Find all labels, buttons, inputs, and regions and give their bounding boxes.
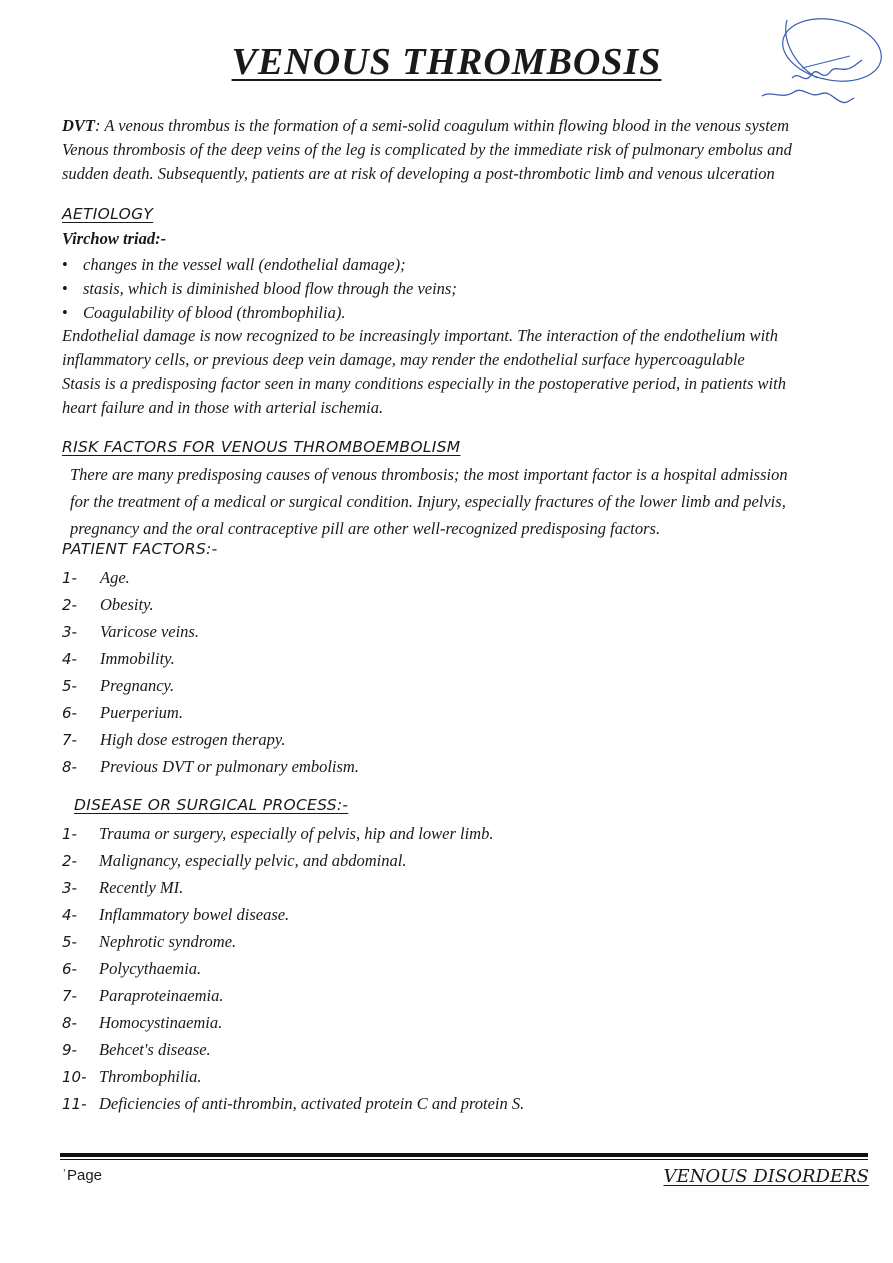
bullet-icon: • (62, 303, 68, 322)
footer-divider-thin (60, 1159, 868, 1160)
bullet-icon: • (62, 279, 68, 298)
list-item: • stasis, which is diminished blood flow through the veins; (62, 277, 457, 301)
list-item: 1- Age. (62, 568, 130, 587)
patient-factors-list (62, 564, 359, 780)
disease-process-heading: DISEASE OR SURGICAL PROCESS:- (74, 796, 349, 814)
intro-line: Venous thrombosis of the deep veins of the leg is complicated by the immediate risk of pulmonary embolus and (62, 140, 792, 159)
page-number-label: ʾPage (62, 1167, 103, 1184)
list-item: 3- Recently MI. (62, 878, 184, 897)
list-item: 3- Varicose veins. (62, 622, 199, 641)
list-item: 6- Puerperium. (62, 703, 183, 722)
list-item: • Coagulability of blood (thrombophilia). (62, 301, 457, 325)
list-item: 2- Malignancy, especially pelvic, and abdominal. (62, 851, 407, 870)
list-item: 5- Nephrotic syndrome. (62, 932, 237, 951)
handwritten-signature (742, 8, 887, 113)
list-item: • changes in the vessel wall (endothelial damage); (62, 253, 457, 277)
virchow-bullet-list (62, 253, 457, 325)
footer-divider-thick (60, 1153, 868, 1157)
bullet-icon: • (62, 255, 68, 274)
aetiology-paragraph: Endothelial damage is now recognized to be increasingly important. The interaction of the endothelium with inflammatory cells, or previous deep vein damage, may render the endothelial surface hypercoagulable Stasis is a predisposing factor seen in many conditions especially in the postoperative period, in patients with heart failure and in those with arterial ischemia. (62, 326, 786, 417)
list-item: 5- Pregnancy. (62, 676, 175, 695)
disease-process-list (62, 820, 524, 1117)
risk-factors-heading: RISK FACTORS FOR VENOUS THROMBOEMBOLISM (62, 438, 461, 456)
list-item: 4- Immobility. (62, 649, 175, 668)
intro-line: DVT: A venous thrombus is the formation of a semi-solid coagulum within flowing blood in the venous system (62, 116, 790, 135)
risk-factors-paragraph: There are many predisposing causes of venous thrombosis; the most important factor is a hospital admission for the treatment of a medical or surgical condition. Injury, especially fractures of the lower limb and pelvis, pregnancy and the oral contraceptive pill are other well-recognized predisposing factors. (70, 465, 788, 538)
dvt-lead: DVT (62, 116, 95, 135)
footer-section-title: VENOUS DISORDERS (663, 1166, 869, 1187)
list-item: 8- Previous DVT or pulmonary embolism. (62, 757, 359, 776)
list-item: 7- Paraproteinaemia. (62, 986, 224, 1005)
intro-line: sudden death. Subsequently, patients are at risk of developing a post-thrombotic limb and venous ulceration (62, 164, 775, 183)
list-item: 7- High dose estrogen therapy. (62, 730, 286, 749)
list-item: 9- Behcet's disease. (62, 1040, 211, 1059)
page-title: VENOUS THROMBOSIS (231, 41, 662, 83)
list-item: 2- Obesity. (62, 595, 154, 614)
list-item: 6- Polycythaemia. (62, 959, 202, 978)
list-item: 4- Inflammatory bowel disease. (62, 905, 290, 924)
list-item: 11- Deficiencies of anti-thrombin, activated protein C and protein S. (62, 1094, 525, 1113)
list-item: 8- Homocystinaemia. (62, 1013, 223, 1032)
virchow-triad-subhead: Virchow triad:- (62, 229, 167, 248)
intro-paragraph (62, 114, 882, 186)
list-item: 10- Thrombophilia. (62, 1067, 202, 1086)
patient-factors-heading: PATIENT FACTORS:- (62, 540, 218, 558)
list-item: 1- Trauma or surgery, especially of pelvis, hip and lower limb. (62, 824, 494, 843)
aetiology-heading: AETIOLOGY (62, 205, 154, 223)
